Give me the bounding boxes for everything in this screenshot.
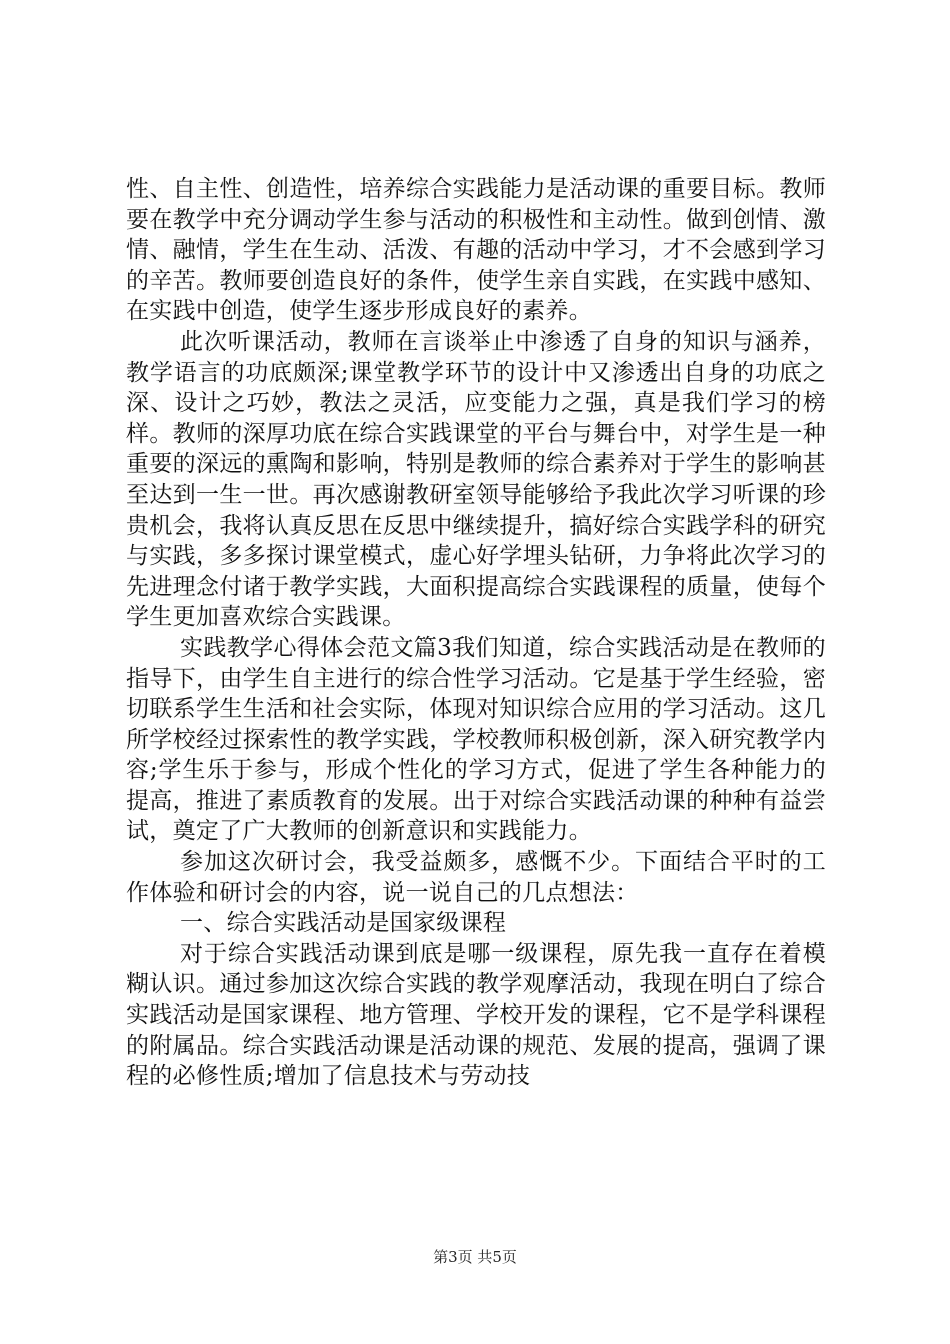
paragraph-5: 对于综合实践活动课到底是哪一级课程，原先我一直存在着模糊认识。通过参加这次综合实践的教学观摩活动，我现在明白了综合实践活动是国家课程、地方管理、学校开发的课程，它不是学科课程的附属品。综合实践活动课是活动课的规范、发展的提高，强调了课程的必修性质;增加了信息技术与劳动技	[126, 940, 826, 1090]
section-heading-1: 一、综合实践活动是国家级课程	[180, 910, 507, 937]
page-number-footer: 第3页 共5页	[433, 1248, 517, 1266]
document-body	[126, 174, 826, 1092]
paragraph-4: 参加这次研讨会，我受益颇多，感慨不少。下面结合平时的工作体验和研讨会的内容，说一说自己的几点想法：	[126, 849, 826, 906]
paragraph-2: 此次听课活动，教师在言谈举止中渗透了自身的知识与涵养，教学语言的功底颇深;课堂教学环节的设计中又渗透出自身的功底之深、设计之巧妙，教法之灵活，应变能力之强，真是我们学习的榜样。教师的深厚功底在综合实践课堂的平台与舞台中，对学生是一种重要的深远的熏陶和影响，特别是教师的综合素养对于学生的影响甚至达到一生一世。再次感谢教研室领导能够给予我此次学习听课的珍贵机会，我将认真反思在反思中继续提升，搞好综合实践学科的研究与实践，多多探讨课堂模式，虚心好学埋头钻研，力争将此次学习的先进理念付诸于教学实践，大面积提高综合实践课程的质量，使每个学生更加喜欢综合实践课。	[126, 328, 826, 631]
paragraph-3: 实践教学心得体会范文篇3我们知道，综合实践活动是在教师的指导下，由学生自主进行的综合性学习活动。它是基于学生经验，密切联系学生生活和社会实际，体现对知识综合应用的学习活动。这几所学校经过探索性的教学实践，学校教师积极创新，深入研究教学内容;学生乐于参与，形成个性化的学习方式，促进了学生各种能力的提高，推进了素质教育的发展。出于对综合实践活动课的种种有益尝试，奠定了广大教师的创新意识和实践能力。	[126, 634, 826, 845]
paragraph-1: 性、自主性、创造性，培养综合实践能力是活动课的重要目标。教师要在教学中充分调动学生参与活动的积极性和主动性。做到创情、激情、融情，学生在生动、活泼、有趣的活动中学习，才不会感到学习的辛苦。教师要创造良好的条件，使学生亲自实践，在实践中感知、在实践中创造，使学生逐步形成良好的素养。	[126, 176, 826, 325]
